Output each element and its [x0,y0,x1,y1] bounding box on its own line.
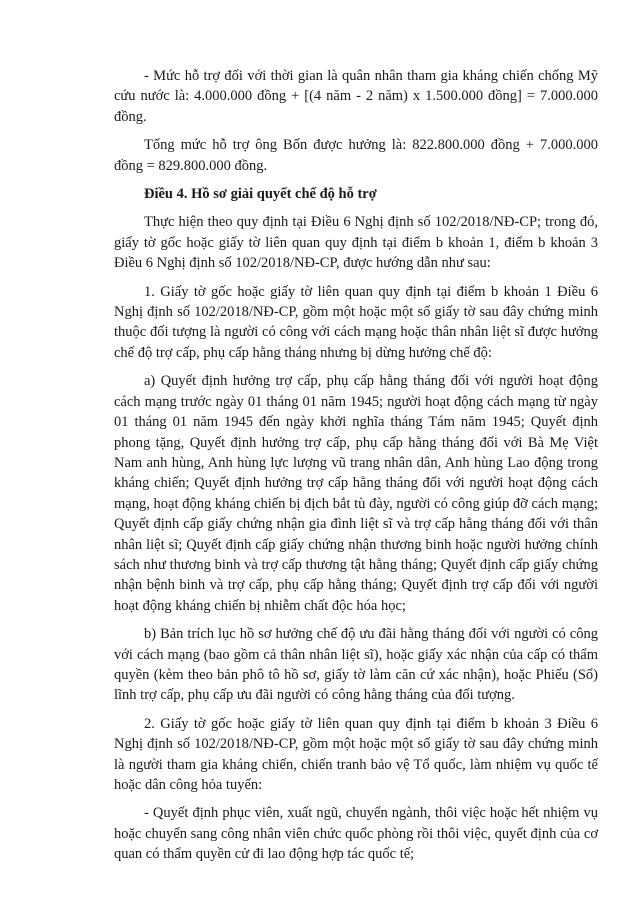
paragraph-total-support: Tổng mức hỗ trợ ông Bốn được hưởng là: 822.800.000 đồng + 7.000.000 đồng = 829.800.000 đồng. [114,137,598,174]
paragraph-clause-2: 2. Giấy tờ gốc hoặc giấy tờ liên quan quy định tại điểm b khoản 3 Điều 6 Nghị định số 102/2018/NĐ-CP, gồm một hoặc một số giấy tờ sau đây chứng minh là người tham gia kháng chiến, chiến tranh bảo vệ Tổ quốc, làm nhiệm vụ quốc tế hoặc dân công hỏa tuyến: [114,715,598,793]
paragraph-point-b: b) Bản trích lục hồ sơ hưởng chế độ ưu đãi hằng tháng đối với người có công với cách mạng (bao gồm cả thân nhân liệt sĩ), hoặc giấy xác nhận của cấp có thẩm quyền (kèm theo bản phô tô hồ sơ, giấy tờ làm căn cứ xác nhận), hoặc Phiếu (Sổ) lĩnh trợ cấp, phụ cấp ưu đãi người có công hằng tháng của đối tượng. [114,626,598,704]
article-4-heading: Điều 4. Hồ sơ giải quyết chế độ hỗ trợ [144,186,377,203]
paragraph-decision-list: - Quyết định phục viên, xuất ngũ, chuyển ngành, thôi việc hoặc hết nhiệm vụ hoặc chuyển sang công nhân viên chức quốc phòng rồi thôi việc, quyết định của cơ quan có thẩm quyền cử đi lao động hợp tác quốc tế; [114,805,598,863]
paragraph-point-a: a) Quyết định hưởng trợ cấp, phụ cấp hằng tháng đối với người hoạt động cách mạng trước ngày 01 tháng 01 năm 1945; người hoạt động cách mạng từ ngày 01 tháng 01 năm 1945 đến ngày khởi nghĩa tháng Tám năm 1945; Quyết định phong tặng, Quyết định hưởng trợ cấp, phụ cấp hằng tháng đối với Bà Mẹ Việt Nam anh hùng, Anh hùng lực lượng vũ trang nhân dân, Anh hùng Lao động trong kháng chiến; Quyết định hưởng trợ cấp hằng tháng đối với người hoạt động cách mạng, hoạt động kháng chiến bị địch bắt tù đày, người có công giúp đỡ cách mạng; Quyết định cấp giấy chứng nhận gia đình liệt sĩ và trợ cấp hằng tháng đối với thân nhân liệt sĩ; Quyết định cấp giấy chứng nhận thương binh hoặc người hưởng chính sách như thương binh và trợ cấp thương tật hằng tháng; Quyết định cấp giấy chứng nhận bệnh binh và trợ cấp, phụ cấp hằng tháng; Quyết định trợ cấp đối với người hoạt động kháng chiến bị nhiễm chất độc hóa học; [114,373,598,614]
paragraph-implementation: Thực hiện theo quy định tại Điều 6 Nghị định số 102/2018/NĐ-CP; trong đó, giấy tờ gốc hoặc giấy tờ liên quan quy định tại điểm b khoản 1, điểm b khoản 3 Điều 6 Nghị định số 102/2018/NĐ-CP, được hướng dẫn như sau: [114,214,598,272]
paragraph-clause-1: 1. Giấy tờ gốc hoặc giấy tờ liên quan quy định tại điểm b khoản 1 Điều 6 Nghị định số 102/2018/NĐ-CP, gồm một hoặc một số giấy tờ sau đây chứng minh thuộc đối tượng là người có công với cách mạng hoặc thân nhân liệt sĩ được hưởng chế độ trợ cấp, phụ cấp hằng tháng nhưng bị dừng hưởng chế độ: [114,283,598,361]
paragraph-support-calculation: - Mức hỗ trợ đối với thời gian là quân nhân tham gia kháng chiến chống Mỹ cứu nước là: 4.000.000 đồng + [(4 năm - 2 năm) x 1.500.000 đồng] = 7.000.000 đồng. [114,68,598,125]
